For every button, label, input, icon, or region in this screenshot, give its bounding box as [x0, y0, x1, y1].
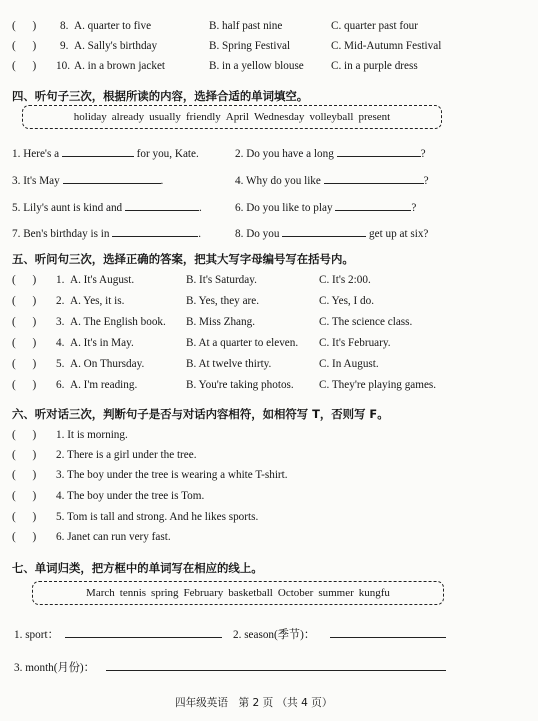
- option-b: B. At a quarter to eleven.: [186, 337, 299, 349]
- question-text: 1. Here's a: [12, 148, 60, 160]
- fill-blank-question: [12, 146, 199, 160]
- statement: 3. The boy under the tree is wearing a white T-shirt.: [56, 469, 288, 481]
- section4-title: 四、听句子三次，根据所读的内容，选择合适的单词填空。: [12, 89, 309, 103]
- question-text: for you, Kate.: [136, 148, 199, 160]
- page-footer: 四年级英语 第 2 页 （共 4 页）: [175, 697, 333, 709]
- fill-blank-question: [12, 173, 163, 187]
- fill-blank-question: [235, 173, 429, 187]
- option-a: A. On Thursday.: [70, 358, 145, 370]
- option-b: B. You're taking photos.: [186, 379, 294, 391]
- word-bank-item: usually: [149, 111, 181, 123]
- question-number: 3.: [56, 316, 65, 328]
- answer-paren[interactable]: ( ): [12, 358, 37, 370]
- option-c: C. in a purple dress: [331, 60, 418, 72]
- word-bank-item: holiday: [73, 111, 107, 123]
- question-text: 5. Lily's aunt is kind and: [12, 202, 123, 214]
- option-c: C. They're playing games.: [319, 379, 437, 391]
- question-text: .: [198, 202, 202, 214]
- answer-blank[interactable]: [335, 200, 411, 211]
- answer-blank[interactable]: [324, 173, 424, 184]
- option-b: B. Spring Festival: [209, 40, 291, 52]
- option-b: B. half past nine: [209, 20, 283, 32]
- option-a: A. The English book.: [70, 316, 166, 328]
- answer-blank[interactable]: [112, 226, 198, 237]
- answer-paren[interactable]: ( ): [12, 274, 37, 286]
- fill-blank-question: [12, 200, 202, 214]
- word-bank-item: April: [225, 111, 249, 123]
- option-b: B. Yes, they are.: [186, 295, 260, 307]
- section5-title: 五、听问句三次，选择正确的答案，把其大写字母编号写在括号内。: [12, 252, 354, 266]
- option-a: A. Sally's birthday: [74, 40, 158, 52]
- question-text: 4. Why do you like: [235, 175, 321, 187]
- option-a: A. It's in May.: [70, 337, 134, 349]
- answer-blank[interactable]: [282, 226, 366, 237]
- word-bank-item: March: [86, 587, 115, 599]
- word-bank-item: tennis: [119, 587, 147, 599]
- answer-blank[interactable]: [62, 146, 134, 157]
- question-text: ?: [420, 148, 426, 160]
- question-text: .: [160, 175, 164, 187]
- option-b: B. At twelve thirty.: [186, 358, 272, 370]
- answer-paren[interactable]: ( ): [12, 337, 37, 349]
- option-b: B. in a yellow blouse: [209, 60, 304, 72]
- section7-title: 七、单词归类，把方框中的单词写在相应的线上。: [12, 561, 263, 575]
- question-text: ?: [411, 202, 417, 214]
- option-c: C. In August.: [319, 358, 379, 370]
- answer-paren[interactable]: ( ): [12, 469, 37, 481]
- question-text: 3. It's May: [12, 175, 60, 187]
- answer-blank[interactable]: [125, 200, 199, 211]
- word-bank-item: basketball: [228, 587, 273, 599]
- option-c: C. The science class.: [319, 316, 413, 328]
- section6-title: 六、听对话三次，判断句子是否与对话内容相符，如相符写 T，否则写 F。: [12, 407, 389, 421]
- question-number: 5.: [56, 358, 65, 370]
- word-bank-item: summer: [318, 587, 354, 599]
- answer-paren[interactable]: ( ): [12, 449, 37, 461]
- word-bank-item: February: [183, 587, 224, 599]
- word-bank-item: friendly: [185, 111, 221, 123]
- word-bank-item: already: [111, 111, 145, 123]
- month-label: 3. month(月份)：: [14, 662, 95, 674]
- answer-paren[interactable]: ( ): [12, 531, 37, 543]
- option-c: C. Mid-Autumn Festival: [331, 40, 442, 52]
- question-text: 2. Do you have a long: [235, 148, 334, 160]
- answer-paren[interactable]: ( ): [12, 379, 37, 391]
- word-bank-item: spring: [151, 587, 179, 599]
- statement: 2. There is a girl under the tree.: [56, 449, 197, 461]
- answer-blank[interactable]: [63, 173, 161, 184]
- question-text: get up at six?: [369, 228, 429, 240]
- question-number: 10.: [56, 60, 70, 72]
- fill-blank-question: [12, 226, 201, 240]
- option-a: A. I'm reading.: [70, 379, 138, 391]
- option-c: C. It's February.: [319, 337, 391, 349]
- season-label: 2. season(季节)：: [233, 629, 316, 641]
- word-bank-item: kungfu: [358, 587, 390, 599]
- word-bank-item: present: [358, 111, 391, 123]
- question-text: ?: [423, 175, 429, 187]
- question-number: 8.: [60, 20, 69, 32]
- answer-paren[interactable]: ( ): [12, 20, 37, 32]
- answer-paren[interactable]: ( ): [12, 316, 37, 328]
- answer-paren[interactable]: ( ): [12, 60, 37, 72]
- section4-word-bank: [22, 105, 442, 129]
- answer-paren[interactable]: ( ): [12, 295, 37, 307]
- word-bank-item: Wednesday: [254, 111, 305, 123]
- answer-paren[interactable]: ( ): [12, 511, 37, 523]
- sport-answer-line[interactable]: [65, 637, 222, 638]
- question-text: 7. Ben's birthday is in: [12, 228, 110, 240]
- question-number: 1.: [56, 274, 65, 286]
- question-number: 4.: [56, 337, 65, 349]
- option-c: C. Yes, I do.: [319, 295, 375, 307]
- section7-word-bank: [32, 581, 444, 605]
- word-bank-item: October: [277, 587, 314, 599]
- statement: 5. Tom is tall and strong. And he likes sports.: [56, 511, 259, 523]
- month-answer-line[interactable]: [106, 670, 446, 671]
- question-number: 9.: [60, 40, 69, 52]
- option-b: B. It's Saturday.: [186, 274, 257, 286]
- option-c: C. It's 2:00.: [319, 274, 371, 286]
- answer-paren[interactable]: ( ): [12, 40, 37, 52]
- option-b: B. Miss Zhang.: [186, 316, 255, 328]
- option-a: A. Yes, it is.: [70, 295, 125, 307]
- question-text: .: [198, 228, 202, 240]
- answer-blank[interactable]: [337, 146, 421, 157]
- fill-blank-question: [235, 226, 428, 240]
- option-a: A. quarter to five: [74, 20, 152, 32]
- option-c: C. quarter past four: [331, 20, 418, 32]
- answer-paren[interactable]: ( ): [12, 429, 37, 441]
- word-bank-item: volleyball: [309, 111, 354, 123]
- question-number: 2.: [56, 295, 65, 307]
- statement: 6. Janet can run very fast.: [56, 531, 171, 543]
- question-text: 8. Do you: [235, 228, 280, 240]
- answer-paren[interactable]: ( ): [12, 490, 37, 502]
- fill-blank-question: [235, 146, 426, 160]
- question-number: 6.: [56, 379, 65, 391]
- sport-label: 1. sport：: [14, 629, 59, 641]
- fill-blank-question: [235, 200, 416, 214]
- option-a: A. in a brown jacket: [74, 60, 166, 72]
- option-a: A. It's August.: [70, 274, 135, 286]
- statement: 4. The boy under the tree is Tom.: [56, 490, 205, 502]
- statement: 1. It is morning.: [56, 429, 128, 441]
- season-answer-line[interactable]: [330, 637, 446, 638]
- question-text: 6. Do you like to play: [235, 202, 333, 214]
